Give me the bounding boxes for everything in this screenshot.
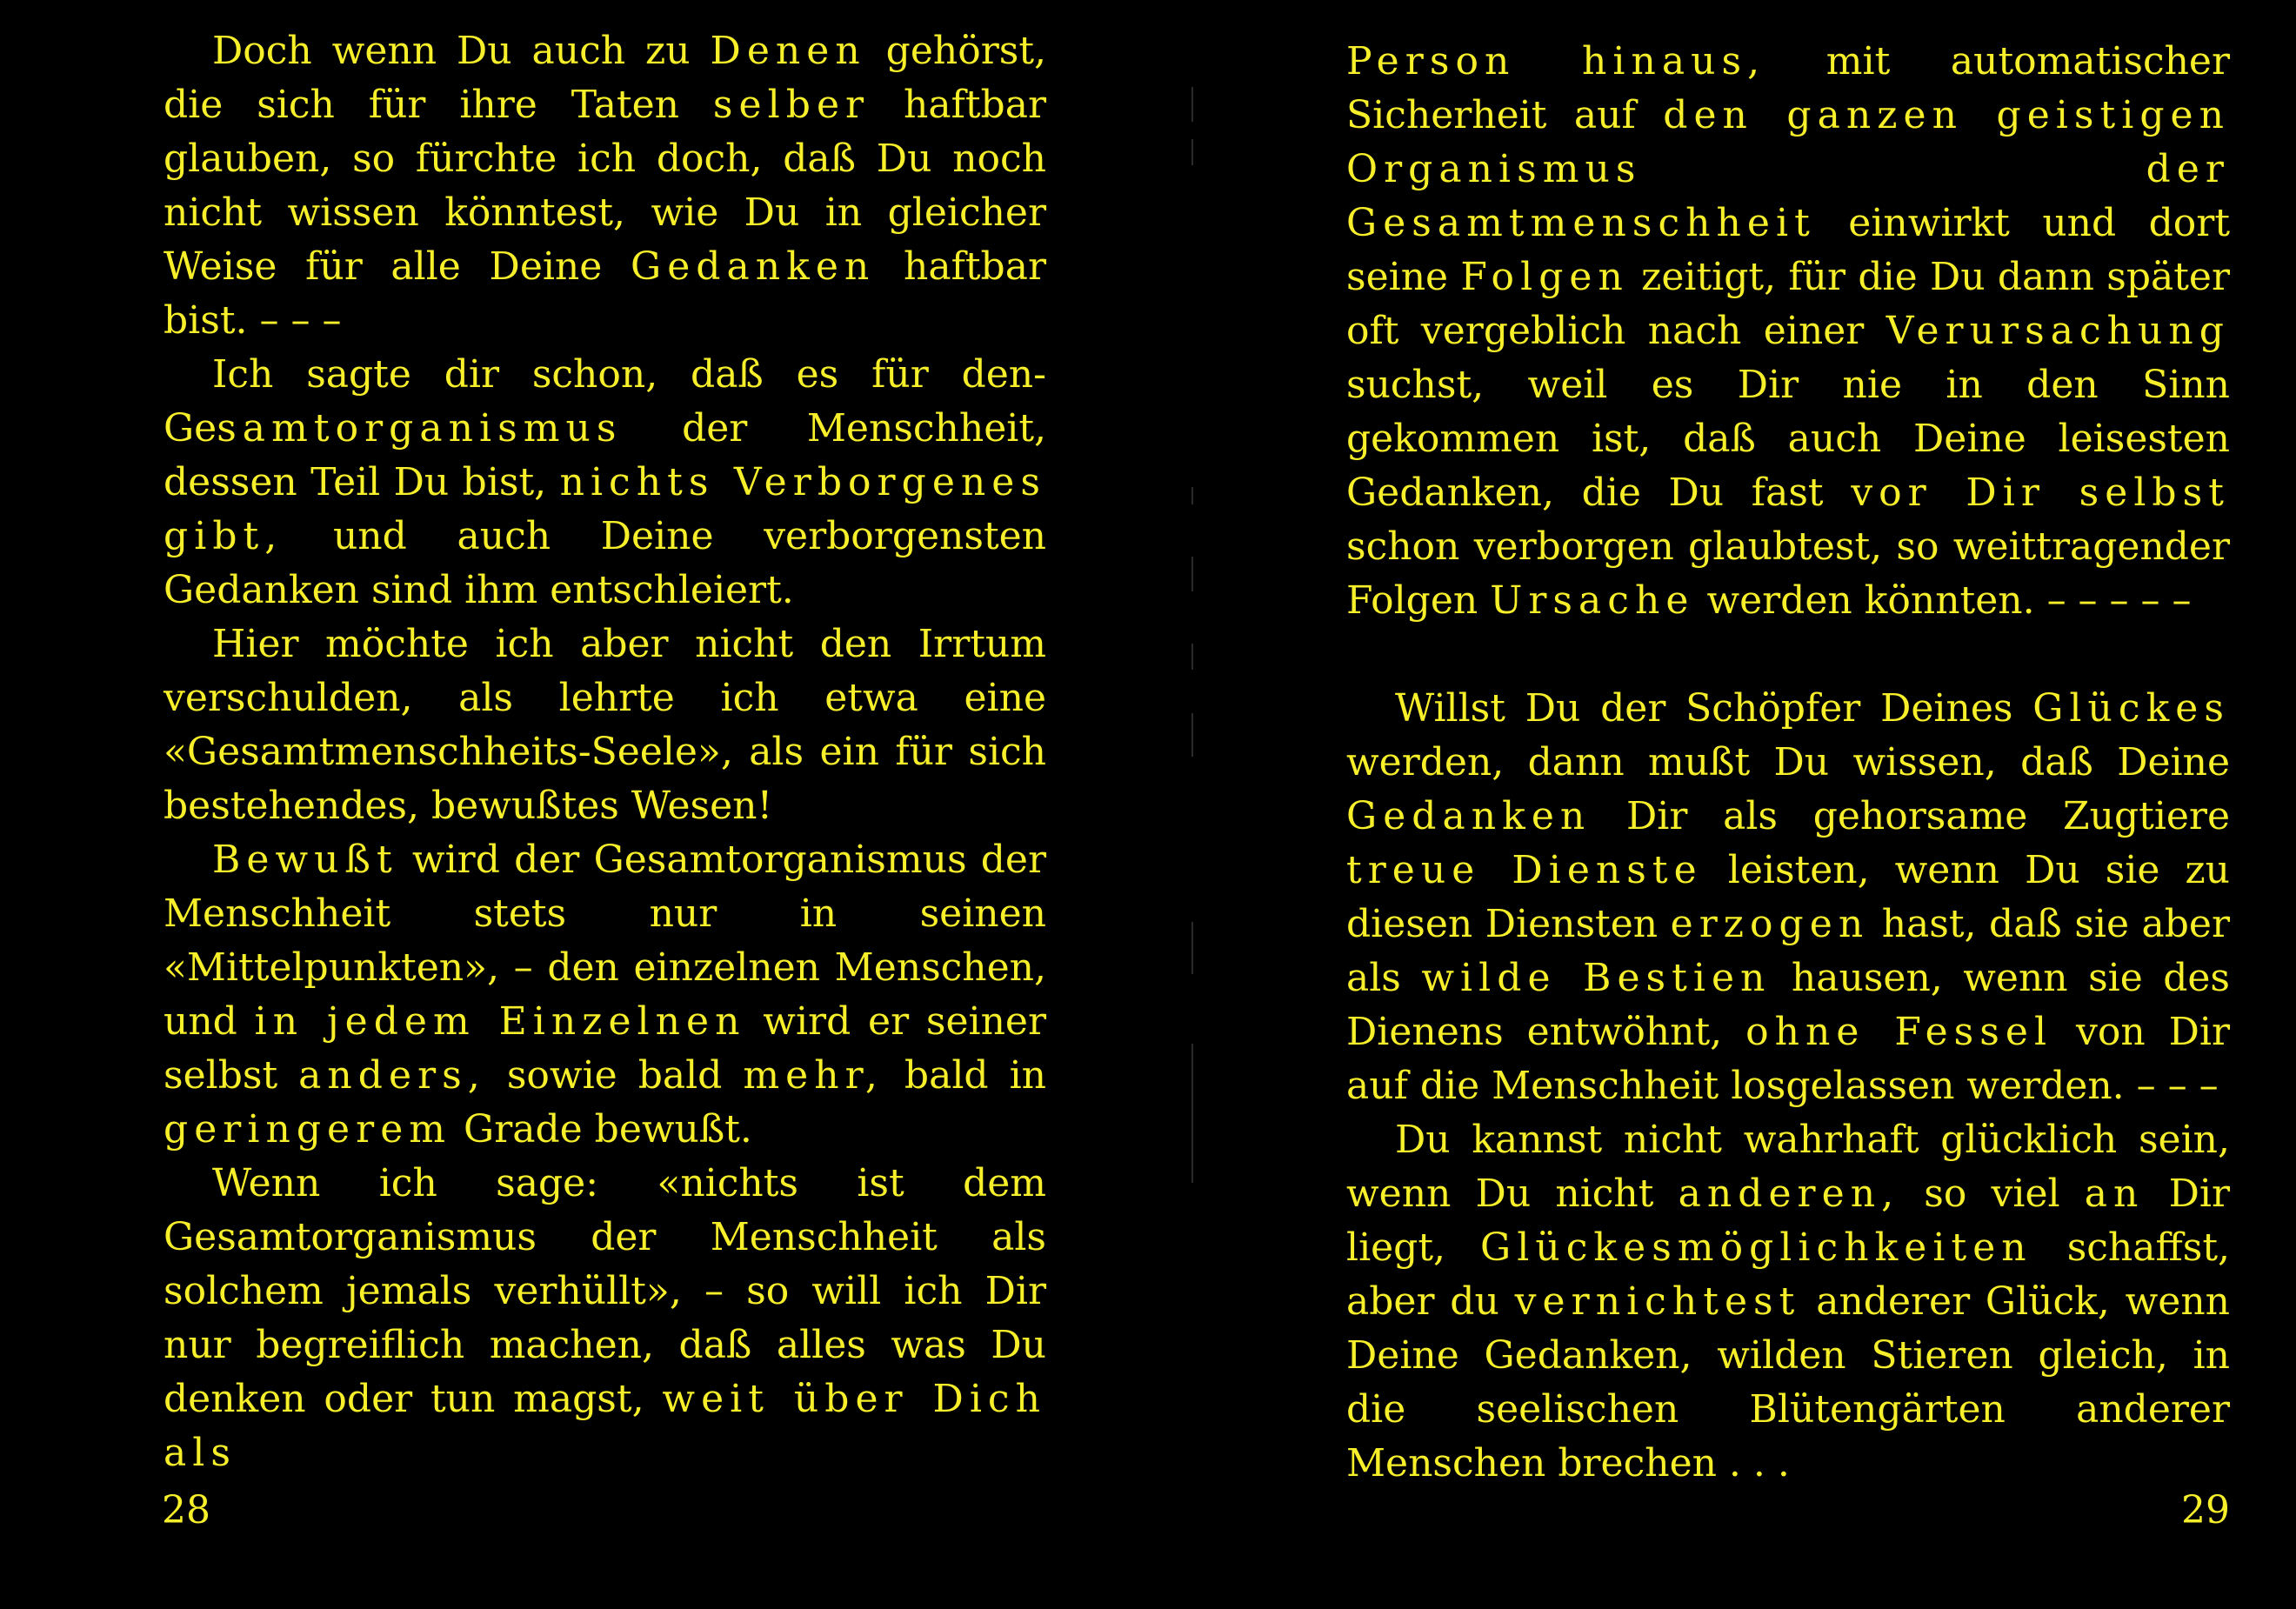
right-page-text (1346, 35, 2230, 1491)
spaced-text-run: geringerem (164, 1107, 452, 1152)
spaced-text-run: Gedanken (1346, 794, 1592, 838)
spaced-text-run: an (2084, 1172, 2145, 1216)
text-run: gehörst, die sich für ihre Taten (164, 29, 1046, 127)
text-run: Willst Du der Schöpfer Deines (1395, 686, 2033, 731)
text-run: und auch Deine verborgensten Gedanken sind ihm entschleiert. (164, 514, 1046, 612)
text-run: hast, daß sie aber als (1346, 902, 2231, 1000)
text-run: Dir liegt, (1346, 1172, 2230, 1270)
spaced-text-run: wilde Bestien (1421, 956, 1772, 1000)
text-run: Wenn ich sage: «nichts ist dem Gesamtorganismus der Menschheit als solchem jemals verhüllt», – so will ich Dir nur begreiflich machen, daß alles was Du denken oder tun magst, (164, 1161, 1046, 1421)
text-run: bald in (883, 1053, 1046, 1098)
spaced-text-run: anderen, (1678, 1172, 1900, 1216)
paragraph (164, 833, 1046, 1157)
page-number-right: 29 (2181, 1488, 2230, 1532)
spaced-text-run: Glückesmöglichkeiten (1480, 1225, 2032, 1270)
right-page (1148, 0, 2296, 1609)
spaced-text-run: selber (712, 83, 871, 127)
spaced-text-run: Verursachung (1886, 309, 2230, 353)
text-run: werden, dann mußt Du wissen, daß Deine (1346, 740, 2230, 784)
spaced-text-run: anders, (298, 1053, 486, 1098)
spaced-text-run: Ursache (1490, 578, 1695, 623)
spaced-text-run: Glückes (2032, 686, 2230, 731)
text-run: sowie bald (485, 1053, 744, 1098)
text-run: schon verborgen glaubtest, so weittragender Folgen (1346, 524, 2230, 623)
spaced-text-run: Bewußt (212, 838, 398, 882)
spaced-text-run: erzogen (1670, 902, 1870, 946)
spaced-text-run: nichts Verborgenes gibt, (164, 460, 1046, 558)
text-run: so viel (1899, 1172, 2085, 1216)
text-run: schaffst, aber du (1346, 1225, 2230, 1324)
paragraph (164, 618, 1046, 833)
spaced-text-run: Denen (710, 29, 866, 73)
text-run: suchst, weil es Dir nie in den Sinn gekommen ist, daß auch Deine leisesten Gedanken, die Du fast (1346, 363, 2230, 515)
text-run: Grade bewußt. (451, 1107, 752, 1152)
paragraph-gap (1346, 628, 2230, 682)
text-run: Du kannst nicht wahrhaft glücklich sein, wenn Du nicht (1346, 1118, 2230, 1216)
paragraph (164, 24, 1046, 348)
paragraph (164, 348, 1046, 618)
spaced-text-run: samtorganismus (217, 406, 623, 451)
page-number-left: 28 (162, 1488, 210, 1532)
text-run: anderer Glück, wenn Deine Gedanken, wilden Stieren gleich, in die seelischen Blütengärten anderer Menschen brechen . . . (1346, 1279, 2230, 1485)
spaced-text-run: vernichtest (1514, 1279, 1801, 1324)
text-run: Hier möchte ich aber nicht den Irrtum verschulden, als lehrte ich etwa eine «Gesamtmenschheits-Seele», als ein für sich bestehendes, bewußtes Wesen! (164, 622, 1046, 828)
paragraph (164, 1157, 1046, 1480)
text-run: wird der Gesamtorganismus der Menschheit stets nur in seinen «Mittelpunkten», – den einzelnen Menschen, und (164, 838, 1046, 1044)
left-page-text (164, 24, 1046, 1480)
spaced-text-run: vor Dir selbst (1851, 471, 2230, 515)
text-run: hausen, wenn sie des Dienens entwöhnt, (1346, 956, 2231, 1054)
text-run: haftbar glauben, so fürchte ich doch, daß Du noch nicht wissen könntest, wie Du in gleicher Weise für alle Deine (164, 83, 1046, 289)
text-run: Ich sagte dir schon, daß es für den Ge (164, 352, 1046, 451)
spaced-text-run: den ganzen geistigen Organismus der Gesamtmenschheit (1346, 93, 2230, 245)
spaced-text-run: Person hinaus, (1346, 39, 1766, 83)
spaced-text-run: ohne Fessel (1745, 1010, 2053, 1054)
text-run: von Dir auf die Menschheit losgelassen werden. – – – (1346, 1010, 2230, 1108)
text-run: einwirkt und dort seine (1346, 201, 2230, 299)
spaced-text-run: Folgen (1460, 255, 1629, 299)
text-run: leisten, wenn Du sie zu diesen Diensten (1346, 848, 2230, 946)
spaced-text-run: in jedem Einzelnen (254, 999, 746, 1044)
spaced-text-run: Gedanken (631, 244, 876, 289)
paragraph (1346, 35, 2230, 628)
text-run: wird er seiner selbst (164, 999, 1047, 1098)
text-run: Doch wenn Du auch zu (212, 29, 711, 73)
paragraph (1346, 682, 2230, 1113)
text-run: mit automatischer Sicherheit auf (1346, 39, 2230, 137)
text-run: werden könnten. – – – – – (1694, 578, 2192, 623)
text-run: der Menschheit, dessen Teil Du bist, (164, 406, 1046, 504)
text-run: zeitigt, für die Du dann später oft vergeblich nach einer (1346, 255, 2230, 353)
text-run: haftbar bist. – – – (164, 244, 1046, 343)
text-run: Dir als gehorsame Zugtiere (1591, 794, 2230, 838)
spaced-text-run: mehr, (743, 1053, 884, 1098)
spaced-text-run: weit über Dich als (164, 1377, 1046, 1475)
spaced-text-run: treue Dienste (1346, 848, 1703, 892)
paragraph (1346, 1113, 2230, 1491)
